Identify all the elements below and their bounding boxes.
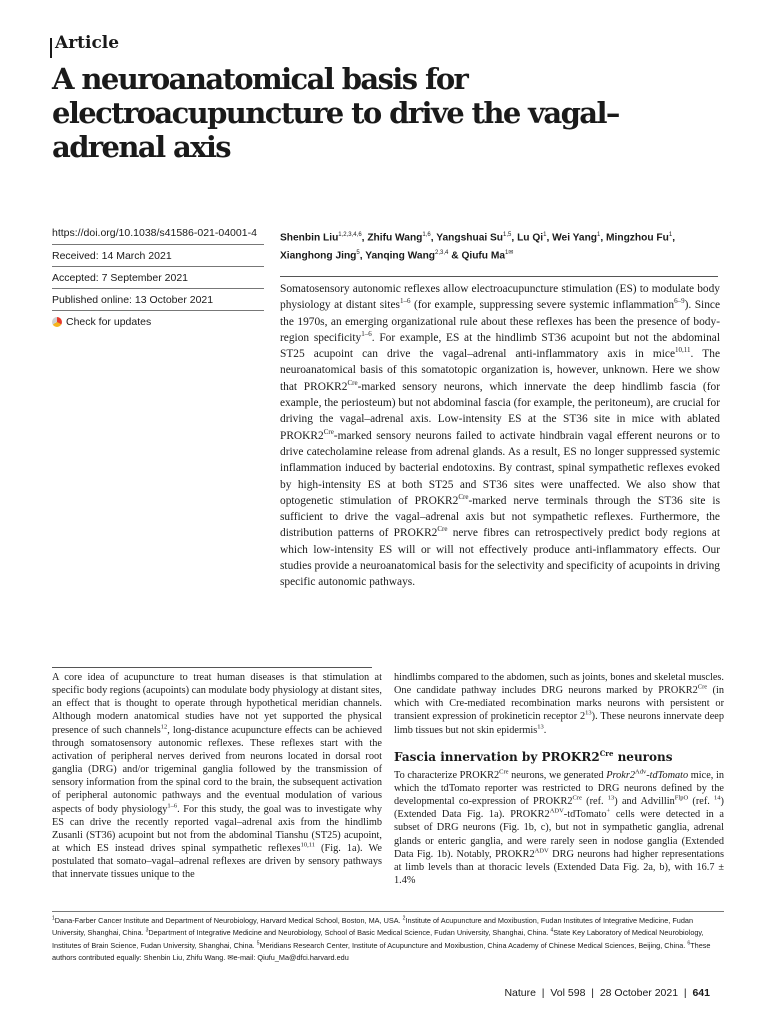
superscript: Cre bbox=[697, 683, 708, 691]
superscript: 1–6 bbox=[399, 297, 411, 306]
text-run: -tdTomato bbox=[563, 809, 607, 821]
text-run: . The neuroanatomical basis of this somatotopic organization is, however, unknown. Here we show that PROKR2 bbox=[280, 348, 720, 393]
text-run: (for example, suppressing severe systemic inflammation bbox=[410, 299, 675, 312]
doi-link[interactable]: https://doi.org/10.1038/s41586-021-04001-4 bbox=[52, 227, 257, 239]
footnote-rule bbox=[52, 911, 724, 912]
text-run: . For example, ES at the hindlimb ST36 acupoint but not the abdominal ST25 acupoint can drive the vagal–adrenal anti-inflammatory axis in mice bbox=[280, 331, 721, 361]
author-affiliation: 5 bbox=[356, 249, 360, 256]
footer-separator: | bbox=[588, 987, 597, 999]
check-for-updates-label: Check for updates bbox=[66, 315, 152, 328]
text-run: Dana-Farber Cancer Institute and Department of Neurobiology, Harvard Medical School, Boston, MA, USA. bbox=[54, 916, 403, 925]
superscript: 3 bbox=[145, 927, 149, 934]
text-run: ). These neurons innervate deep limb tissues but not skin epidermis bbox=[394, 711, 724, 736]
superscript: Adv bbox=[635, 768, 647, 776]
text-run: Somatosensory autonomic reflexes allow electroacupuncture stimulation (ES) to modulate body physiology at distant sites bbox=[280, 283, 720, 312]
footer-date: 28 October 2021 bbox=[599, 987, 679, 999]
text-run: A core idea of acupuncture to treat human diseases is that stimulation at specific body regions (acupoints) can modulate body physiology at distant sites, an effect that is thought to operate through hypothetical meridian channels. Although modern anatomical studies have not yet supported the physical presence of such channels bbox=[52, 672, 382, 736]
italic-text: Prokr2 bbox=[606, 769, 635, 781]
text-run: cells were detected in a subset of DRG neurons (Fig. 1b, c), but not in sympathetic ganglia, adrenal glands or enteric ganglia, and were rarely seen in nodose ganglia (Extended Data Fig. 1b). Notably, PROKR2 bbox=[394, 809, 724, 860]
author-name[interactable]: Yangshuai Su bbox=[436, 232, 504, 244]
title-line: electroacupuncture to drive the vagal– bbox=[52, 96, 619, 130]
superscript: 1–6 bbox=[361, 330, 372, 339]
superscript: 2 bbox=[402, 915, 406, 922]
body-paragraph bbox=[52, 671, 382, 882]
title-line: A neuroanatomical basis for bbox=[52, 62, 468, 96]
superscript: FlpO bbox=[674, 794, 689, 802]
published-date: Published online: 13 October 2021 bbox=[52, 288, 264, 310]
text-run: hindlimbs compared to the abdomen, such as joints, bones and skeletal muscles. One candidate pathway includes DRG neurons marked by PROKR2 bbox=[394, 672, 725, 697]
superscript: 6–9 bbox=[674, 297, 685, 306]
header-rule bbox=[50, 38, 52, 58]
body-column-left bbox=[52, 671, 382, 882]
author-name[interactable]: Qiufu Ma bbox=[461, 250, 506, 262]
superscript: 1 bbox=[52, 915, 55, 922]
abstract-text bbox=[280, 281, 720, 591]
text-run: (in which with Cre-mediated recombination marks neurons with persistent or transient expression of prokineticin receptor 2 bbox=[394, 685, 725, 723]
text-run: State Key Laboratory of Medical Neurobiology, Institutes of Brain Science, Fudan University, Shanghai, China. bbox=[52, 928, 704, 950]
article-metadata bbox=[52, 224, 264, 332]
text-run: mice, in which the tdTomato reporter was restricted to DRG neurons defined by the developmental co-expression of PROKR2 bbox=[394, 769, 724, 808]
section-heading bbox=[394, 749, 724, 765]
text-run: . For this study, the goal was to investigate why ES can drive the recently reported vagal–adrenal axis from the hindlimb Zusanli (ST36) acupoint but not from the abdominal Tianshu (ST25) acupoint, at which ES instead drives spinal sympathetic reflexes bbox=[52, 803, 382, 855]
text-run: ) (Extended Data Fig. 1a). PROKR2 bbox=[394, 796, 724, 821]
superscript: Cre bbox=[323, 427, 334, 436]
author-affiliation: 2,3,4 bbox=[435, 249, 449, 256]
superscript: 1–6 bbox=[167, 802, 178, 810]
superscript: 12 bbox=[160, 723, 168, 731]
footer-page-number: 641 bbox=[692, 987, 710, 999]
superscript: 13 bbox=[585, 710, 592, 718]
abstract-rule bbox=[280, 276, 718, 277]
text-run: -marked sensory neurons failed to activate hindbrain vagal efferent neurons or to drive catecholamine release from adrenal glands. As a result, ES no longer suppressed systemic inflammation induced by bacterial endotoxins. By contrast, spinal sympathetic reflexes evoked by high-intensity ES at both ST25 and ST36 sites were unaffected. We also show that optogenetic stimulation of PROKR2 bbox=[280, 429, 720, 507]
superscript: 6 bbox=[687, 940, 691, 947]
text-run: These authors contributed equally: Shenbin Liu, Zhifu Wang. ✉e-mail: Qiufu_Ma@dfci.harvard.edu bbox=[52, 940, 711, 962]
text-run: (ref. bbox=[688, 796, 715, 808]
body-column-right bbox=[394, 671, 724, 887]
paper-title bbox=[52, 62, 732, 164]
superscript: 14 bbox=[714, 794, 721, 802]
section-heading-suffix: neurons bbox=[613, 749, 673, 764]
author-name[interactable]: Xianghong Jing bbox=[280, 250, 357, 262]
received-date: Received: 14 March 2021 bbox=[52, 244, 264, 266]
superscript: ADV bbox=[549, 807, 564, 815]
footer-separator: | bbox=[680, 987, 690, 999]
text-run: neurons, we generated bbox=[508, 769, 607, 781]
text-run: ) and Advillin bbox=[614, 796, 675, 808]
text-run: -marked nerve terminals through the ST36 site is sufficient to drive the vagal–adrenal axis but not sympathetic reflexes. Furthermore, the distribution patterns of PROKR2 bbox=[280, 494, 721, 540]
author-name[interactable]: Zhifu Wang bbox=[367, 232, 423, 244]
superscript: 4 bbox=[550, 927, 554, 934]
author-name[interactable]: Wei Yang bbox=[552, 232, 598, 244]
author-list: Shenbin Liu$^{1,2,3,4,6}$, Zhifu Wang$^{1,6}$, Yangshuai Su$^{1,5}$, Lu Qi$^1$, Wei Yang$^1$, Mingzhou Fu$^1$, Xianghong Jing$^5$, Yanqing Wang$^{2,3,4}$ & Qiufu $Ma^{1✉}$ bbox=[280, 232, 676, 262]
superscript: Cre bbox=[499, 768, 509, 776]
superscript: 10,11 bbox=[675, 346, 691, 355]
body-paragraph bbox=[394, 769, 724, 887]
text-run: Meridians Research Center, Institute of Acupuncture and Moxibustion, China Academy of Chinese Medical Sciences, Beijing, China. bbox=[259, 940, 688, 950]
author-name[interactable]: Shenbin Liu bbox=[280, 232, 339, 244]
author-affiliation: 1,5 bbox=[503, 232, 512, 238]
author-affiliation: 1 bbox=[597, 232, 601, 238]
accepted-date: Accepted: 7 September 2021 bbox=[52, 266, 264, 288]
affiliation-footnotes bbox=[52, 915, 724, 964]
author-affiliation: 1,2,3,4,6 bbox=[338, 232, 362, 238]
superscript: + bbox=[606, 807, 611, 815]
superscript: 10,11 bbox=[300, 841, 315, 849]
text-run: (ref. bbox=[581, 796, 608, 808]
superscript: Cre bbox=[437, 525, 448, 534]
author-affiliation: 1 bbox=[543, 232, 547, 238]
text-run: Department of Integrative Medicine and Neurobiology, School of Basic Medical Science, Fudan University, Shanghai, China. bbox=[148, 928, 551, 938]
article-type-label: Article bbox=[55, 33, 120, 53]
page-footer bbox=[504, 987, 710, 999]
text-run: , long-distance acupuncture effects can be achieved through somatosensory autonomic reflexes. These reflexes start with the activation of peripheral nerves derived from neurons located in dorsal root ganglia (DRG) and/or trigeminal ganglia followed by the transmission of sensory information from the spinal cord to the brain, the subsequent activation of peripheral autonomic pathways and the eventual modulation of various aspects of body physiology bbox=[52, 724, 382, 815]
superscript: 13 bbox=[537, 723, 544, 731]
superscript: Cre bbox=[458, 493, 469, 502]
text-run: To characterize PROKR2 bbox=[394, 769, 500, 781]
crossmark-icon bbox=[52, 317, 62, 327]
check-for-updates-button[interactable] bbox=[52, 310, 264, 332]
footer-journal: Nature bbox=[504, 987, 536, 999]
text-run: Institute of Acupuncture and Moxibustion, Fudan Institutes of Integrative Medicine, Fudan University, Shanghai, China. bbox=[52, 916, 694, 938]
text-run: . bbox=[543, 724, 547, 736]
author-affiliation: 1 bbox=[668, 232, 673, 238]
superscript: 5 bbox=[256, 940, 260, 947]
body-paragraph bbox=[394, 671, 724, 737]
author-name[interactable]: Mingzhou Fu bbox=[606, 232, 669, 244]
text-run: nerve fibres can retrospectively predict body regions at which low-intensity ES will or will not effectively produce anti-inflammatory effects. Our studies provide a neuroanatomical basis for the selectivity and specificity of acupoints in driving specific autonomic pathways. bbox=[280, 527, 721, 589]
text-run: ). Since the 1970s, an emerging organizational rule about these reflexes has been the presence of body-region specificity bbox=[280, 299, 721, 344]
section-heading-sup: Cre bbox=[599, 748, 614, 758]
italic-text: -tdTomato bbox=[646, 769, 689, 781]
footer-separator: | bbox=[538, 987, 548, 999]
superscript: Cre bbox=[347, 378, 358, 387]
superscript: Cre bbox=[572, 794, 582, 802]
author-name[interactable]: Yanqing Wang bbox=[365, 250, 436, 262]
text-run: -marked sensory neurons, which innervate the deep hindlimb fascia (for example, the periosteum) but not abdominal fascia (for example, the peritoneum), are crucial for driving the vagal–adrenal axis. Low-intensity ES at the ST36 site in mice with ablated PROKR2 bbox=[280, 380, 720, 442]
footer-volume: Vol 598 bbox=[550, 987, 586, 999]
section-heading-text: Fascia innervation by PROKR2 bbox=[394, 749, 600, 764]
author-affiliation: 1✉ bbox=[505, 249, 514, 256]
text-run: (Fig. 1a). We postulated that somato–vagal–adrenal reflexes are driven by sensory pathways that innervate tissues unique to the bbox=[52, 843, 382, 881]
author-affiliation: 1,6 bbox=[422, 232, 431, 238]
superscript: ADV bbox=[534, 847, 549, 855]
author-name[interactable]: Lu Qi bbox=[517, 232, 544, 244]
title-line: adrenal axis bbox=[52, 130, 231, 164]
text-run: DRG neurons had higher representations at limb levels than at thoracic levels (Extended Data Fig. 2a, b), with 16.7 ± 1.4% bbox=[394, 848, 725, 887]
body-rule bbox=[52, 667, 372, 668]
superscript: 13 bbox=[607, 794, 615, 802]
